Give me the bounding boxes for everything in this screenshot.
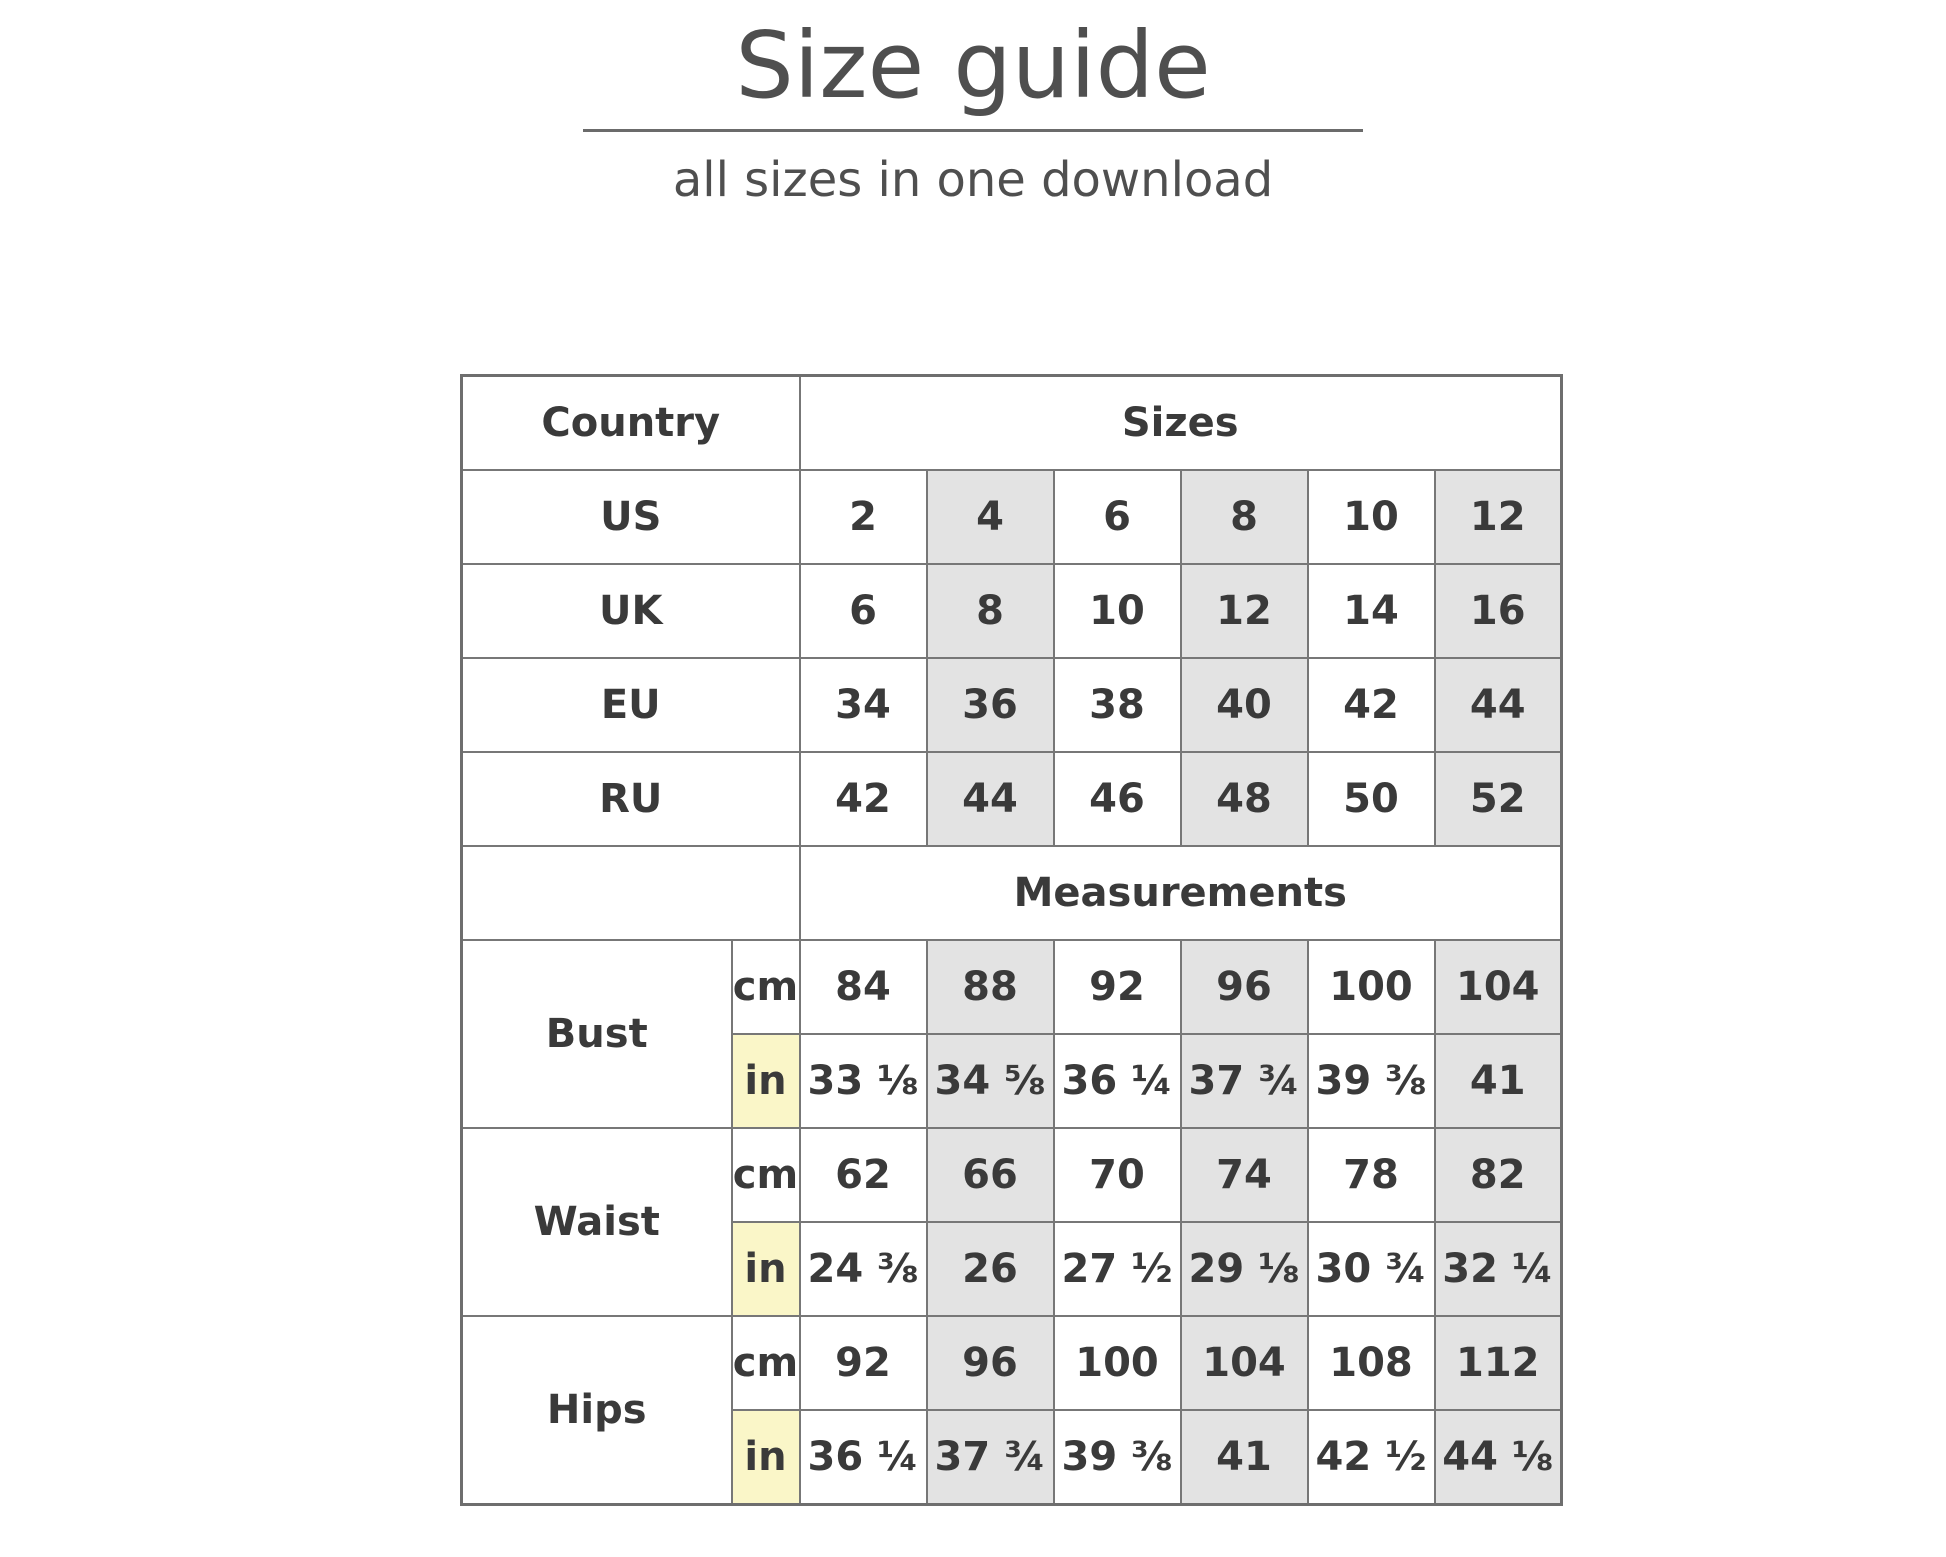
size-table-container (460, 374, 1560, 1506)
cell-eu-6: 44 (1435, 658, 1562, 752)
cell-bust-cm-6: 104 (1435, 940, 1562, 1034)
cell-uk-1: 6 (800, 564, 927, 658)
cell-bust-in-3: 36 ¼ (1054, 1034, 1181, 1128)
table-row (462, 940, 1562, 1034)
table-row-header-measurements (462, 846, 1562, 940)
cell-hips-in-3: 39 ⅜ (1054, 1410, 1181, 1505)
cell-hips-in-1: 36 ¼ (800, 1410, 927, 1505)
measurements-header-spacer (462, 846, 800, 940)
table-row (462, 1128, 1562, 1222)
table-row-header-sizes (462, 376, 1562, 471)
cell-waist-in-6: 32 ¼ (1435, 1222, 1562, 1316)
table-row (462, 752, 1562, 846)
cell-bust-in-6: 41 (1435, 1034, 1562, 1128)
cell-bust-in-2: 34 ⅝ (927, 1034, 1054, 1128)
measurements-header: Measurements (800, 846, 1562, 940)
cell-bust-cm-3: 92 (1054, 940, 1181, 1034)
cell-us-5: 10 (1308, 470, 1435, 564)
cell-waist-cm-1: 62 (800, 1128, 927, 1222)
cell-ru-3: 46 (1054, 752, 1181, 846)
cell-hips-cm-4: 104 (1181, 1316, 1308, 1410)
cell-uk-3: 10 (1054, 564, 1181, 658)
cell-eu-5: 42 (1308, 658, 1435, 752)
cell-ru-5: 50 (1308, 752, 1435, 846)
cell-hips-in-6: 44 ⅛ (1435, 1410, 1562, 1505)
page-subtitle: all sizes in one download (672, 151, 1274, 208)
unit-cm-bust: cm (732, 940, 800, 1034)
cell-uk-5: 14 (1308, 564, 1435, 658)
table-row (462, 1316, 1562, 1410)
table-row (462, 470, 1562, 564)
row-label-ru: RU (462, 752, 800, 846)
cell-hips-cm-3: 100 (1054, 1316, 1181, 1410)
row-label-bust: Bust (462, 940, 732, 1128)
cell-ru-2: 44 (927, 752, 1054, 846)
cell-waist-cm-6: 82 (1435, 1128, 1562, 1222)
row-label-waist: Waist (462, 1128, 732, 1316)
cell-hips-in-5: 42 ½ (1308, 1410, 1435, 1505)
cell-hips-cm-5: 108 (1308, 1316, 1435, 1410)
cell-ru-6: 52 (1435, 752, 1562, 846)
cell-bust-cm-2: 88 (927, 940, 1054, 1034)
cell-uk-2: 8 (927, 564, 1054, 658)
cell-waist-in-2: 26 (927, 1222, 1054, 1316)
cell-bust-cm-4: 96 (1181, 940, 1308, 1034)
row-label-uk: UK (462, 564, 800, 658)
cell-bust-in-5: 39 ⅜ (1308, 1034, 1435, 1128)
cell-waist-in-1: 24 ⅜ (800, 1222, 927, 1316)
cell-waist-cm-5: 78 (1308, 1128, 1435, 1222)
sizes-header: Sizes (800, 376, 1562, 471)
unit-in-hips: in (732, 1410, 800, 1505)
cell-us-1: 2 (800, 470, 927, 564)
cell-us-4: 8 (1181, 470, 1308, 564)
cell-bust-in-4: 37 ¾ (1181, 1034, 1308, 1128)
title-divider (583, 129, 1363, 132)
size-table (460, 374, 1563, 1506)
cell-hips-cm-2: 96 (927, 1316, 1054, 1410)
cell-bust-in-1: 33 ⅛ (800, 1034, 927, 1128)
cell-hips-cm-6: 112 (1435, 1316, 1562, 1410)
cell-waist-cm-4: 74 (1181, 1128, 1308, 1222)
cell-waist-in-3: 27 ½ (1054, 1222, 1181, 1316)
cell-ru-4: 48 (1181, 752, 1308, 846)
country-header: Country (462, 376, 800, 471)
page-header (0, 0, 1946, 206)
cell-us-6: 12 (1435, 470, 1562, 564)
cell-ru-1: 42 (800, 752, 927, 846)
cell-waist-cm-3: 70 (1054, 1128, 1181, 1222)
cell-waist-in-4: 29 ⅛ (1181, 1222, 1308, 1316)
page-title: Size guide (735, 12, 1211, 119)
cell-eu-3: 38 (1054, 658, 1181, 752)
cell-hips-cm-1: 92 (800, 1316, 927, 1410)
cell-eu-4: 40 (1181, 658, 1308, 752)
unit-in-waist: in (732, 1222, 800, 1316)
row-label-eu: EU (462, 658, 800, 752)
cell-bust-cm-1: 84 (800, 940, 927, 1034)
row-label-hips: Hips (462, 1316, 732, 1505)
cell-uk-6: 16 (1435, 564, 1562, 658)
cell-waist-cm-2: 66 (927, 1128, 1054, 1222)
row-label-us: US (462, 470, 800, 564)
cell-us-3: 6 (1054, 470, 1181, 564)
cell-waist-in-5: 30 ¾ (1308, 1222, 1435, 1316)
cell-hips-in-2: 37 ¾ (927, 1410, 1054, 1505)
unit-in-bust: in (732, 1034, 800, 1128)
table-row (462, 564, 1562, 658)
cell-eu-1: 34 (800, 658, 927, 752)
cell-hips-in-4: 41 (1181, 1410, 1308, 1505)
cell-us-2: 4 (927, 470, 1054, 564)
table-row (462, 658, 1562, 752)
cell-bust-cm-5: 100 (1308, 940, 1435, 1034)
unit-cm-hips: cm (732, 1316, 800, 1410)
cell-uk-4: 12 (1181, 564, 1308, 658)
unit-cm-waist: cm (732, 1128, 800, 1222)
cell-eu-2: 36 (927, 658, 1054, 752)
